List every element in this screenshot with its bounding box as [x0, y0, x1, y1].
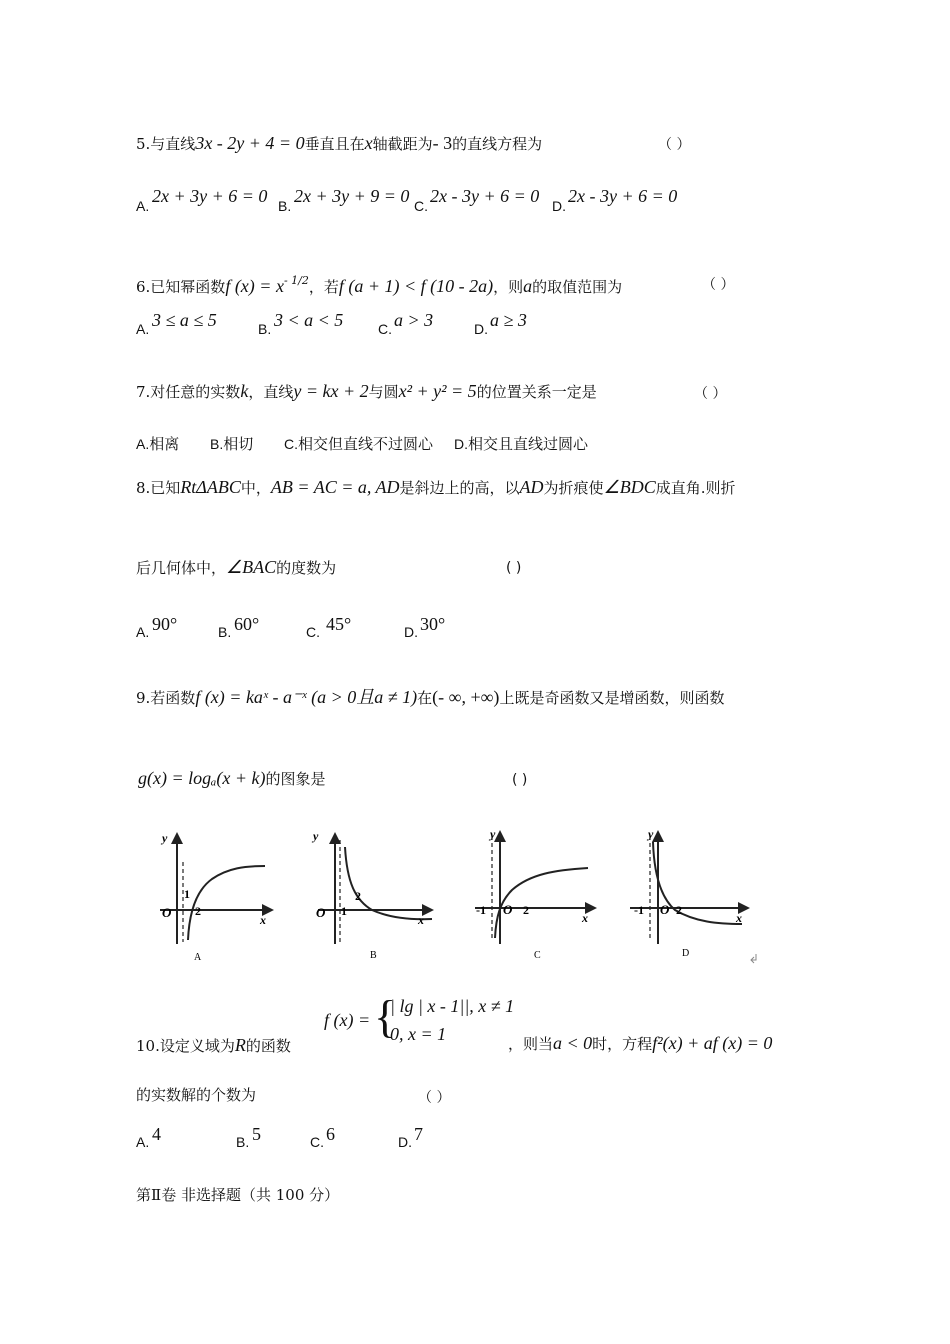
q7-answer-paren: （ ） — [694, 386, 727, 402]
q10-function-name: f (x) = — [324, 1010, 371, 1030]
q8-stem-line2: 后几何体中，∠BAC的度数为 — [136, 557, 337, 577]
q5-option-a: 2x + 3y + 6 = 0 — [152, 186, 268, 206]
q8-option-a: 90° — [152, 614, 178, 634]
q6-option-c: a > 3 — [394, 310, 434, 330]
graph-b-curve — [345, 847, 432, 919]
section-title: 第Ⅱ卷 非选择题（共 100 分） — [136, 1186, 340, 1204]
q8-answer-paren: ( ) — [506, 560, 522, 576]
q10-stem-b: ，则当a < 0时，方程f²(x) + af (x) = 0 — [508, 1033, 773, 1053]
q6-answer-paren: （ ） — [702, 277, 735, 293]
q10-option-c: 6 — [326, 1124, 335, 1144]
q8-option-b: 60° — [234, 614, 260, 634]
q7-option-d: 相交且直线过圆心 — [468, 435, 589, 453]
graph-a-mark-1: 1 — [184, 887, 190, 901]
graph-a-label: A — [194, 952, 202, 963]
graph-d-label: D — [682, 948, 690, 959]
return-mark-icon — [751, 954, 756, 963]
graph-c-y-label: y — [490, 827, 496, 841]
graph-a-y-label: y — [162, 831, 168, 845]
graph-d-x-label: x — [736, 911, 742, 925]
q5-answer-paren: （ ） — [658, 137, 691, 153]
graph-c — [475, 827, 595, 961]
q9-stem: 9.若函数f (x) = kaˣ - a⁻ˣ (a > 0且a ≠ 1)在(- ∞, +∞)上既是奇函数又是增函数，则函数 — [136, 687, 725, 707]
q10-option-b: 5 — [252, 1124, 261, 1144]
graph-d-mark-2: 2 — [676, 903, 682, 917]
q7-stem: 7.对任意的实数k，直线y = kx + 2与圆x² + y² = 5的位置关系一定是 — [136, 381, 597, 401]
q10-stem-a: 10.设定义域为R的函数 — [136, 1035, 291, 1055]
q6-exponent: - 1/2 — [283, 274, 309, 287]
q7-option-a: 相离 — [149, 435, 180, 453]
q5-option-c: 2x - 3y + 6 = 0 — [430, 186, 540, 206]
q10-case-2: 0, x = 1 — [390, 1024, 447, 1044]
graph-a-mark-2: 2 — [195, 904, 201, 918]
graph-b-origin: O — [316, 905, 326, 920]
q5-option-d: 2x - 3y + 6 = 0 — [568, 186, 678, 206]
graph-c-origin: O — [503, 902, 513, 917]
q8-stem: 8.已知RtΔABC中，AB = AC = a, AD是斜边上的高，以AD为折痕使∠BDC成直角.则折 — [136, 477, 736, 497]
graph-b-x-label: x — [418, 913, 424, 927]
q10-case-1: | lg | x - 1||, x ≠ 1 — [390, 996, 515, 1016]
q7-option-b: 相切 — [223, 435, 254, 453]
graph-b-label: B — [370, 950, 377, 961]
graph-b-y-label: y — [313, 829, 319, 843]
q6-option-b: 3 < a < 5 — [274, 310, 344, 330]
graph-b-mark-1: 1 — [341, 904, 347, 918]
graph-c-label: C — [534, 950, 541, 961]
q5-stem: 5.与直线3x - 2y + 4 = 0垂直且在x轴截距为- 3的直线方程为 — [136, 133, 543, 153]
q6-option-a: 3 ≤ a ≤ 5 — [152, 310, 217, 330]
q7-option-c: 相交但直线不过圆心 — [298, 435, 434, 453]
q6-stem: 6.已知幂函数f $(x) = x^{- 1/2}$，若f (a + 1) < f (10 - 2a)，则a的取值范围为 — [136, 274, 623, 296]
q10-option-d: 7 — [414, 1124, 423, 1144]
q10-stem-line2: 的实数解的个数为 — [136, 1086, 257, 1104]
q9-stem-line2: g(x) = logₐ(x + k)的图象是 — [138, 768, 326, 788]
graph-d-origin: O — [660, 902, 670, 917]
graph-a-curve — [188, 866, 265, 940]
q9-graph-options — [150, 822, 770, 972]
graph-a — [160, 831, 272, 963]
q5-equation: 3x - 2y + 4 = 0 — [195, 133, 305, 153]
q5-option-b: 2x + 3y + 9 = 0 — [294, 186, 410, 206]
q9-answer-paren: ( ) — [512, 772, 528, 788]
graph-c-x-label: x — [582, 911, 588, 925]
graph-a-origin: O — [162, 905, 172, 920]
graph-b — [311, 829, 432, 961]
graph-d — [630, 827, 748, 959]
q10-brace: { — [374, 991, 397, 1042]
graph-a-x-label: x — [260, 913, 266, 927]
q10-answer-paren: （ ） — [418, 1090, 451, 1106]
graph-d-mark-1: -1 — [634, 903, 644, 917]
graph-c-mark-1: -1 — [476, 903, 486, 917]
q10-option-a: 4 — [152, 1124, 161, 1144]
graph-b-mark-2: 2 — [355, 889, 361, 903]
q8-option-d: 30° — [420, 614, 446, 634]
graph-c-mark-2: 2 — [523, 903, 529, 917]
graph-d-y-label: y — [648, 827, 654, 841]
q8-option-c: 45° — [326, 614, 352, 634]
q6-option-d: a ≥ 3 — [490, 310, 527, 330]
